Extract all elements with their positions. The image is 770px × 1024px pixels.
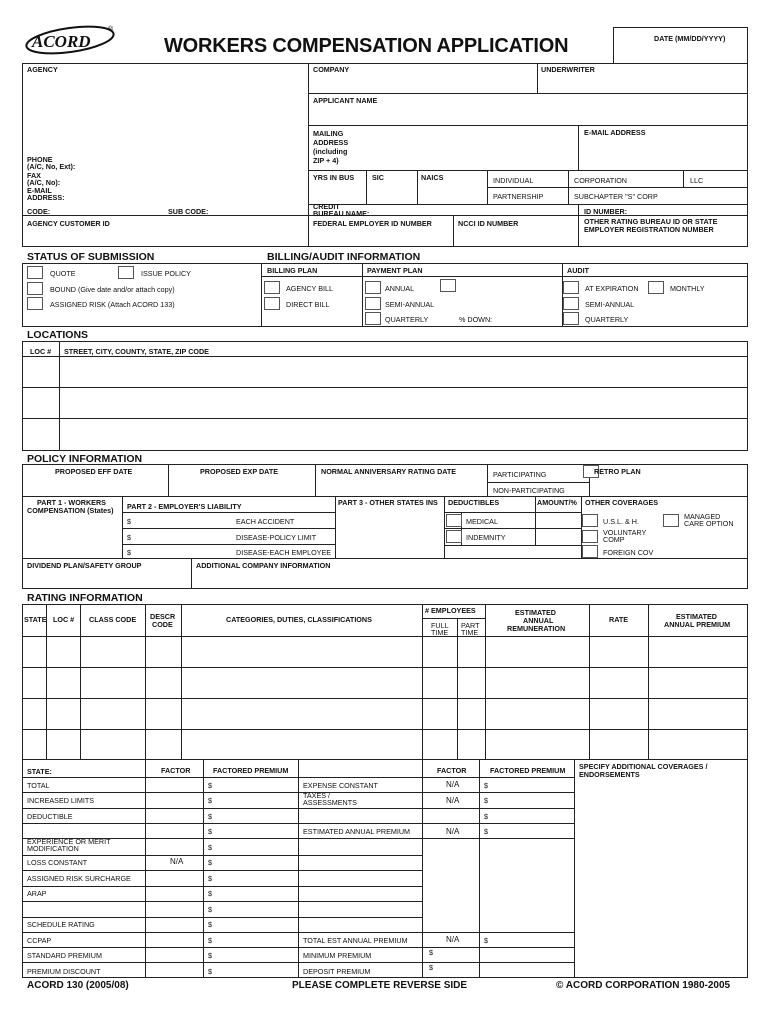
audit-quarterly-checkbox[interactable] xyxy=(563,312,579,325)
email-label: E-MAIL xyxy=(27,186,52,195)
disease-policy-dollar: $ xyxy=(127,533,131,542)
quote-checkbox[interactable] xyxy=(27,266,43,279)
taxes-dollar: $ xyxy=(484,796,488,805)
acord-logo xyxy=(20,22,120,56)
premium-row-ccpap: CCPAP xyxy=(27,936,52,945)
loc-col-header: LOC # xyxy=(30,347,52,356)
other-rating-label-1: OTHER RATING BUREAU ID OR STATE xyxy=(584,217,718,226)
phone-sub-label: (A/C, No, Ext): xyxy=(27,162,76,171)
managed-care-label-1: MANAGED xyxy=(684,512,721,521)
factored-premium-dollar: $ xyxy=(208,951,212,960)
premium-factored2-label: FACTORED PREMIUM xyxy=(490,766,566,775)
sic-label: SIC xyxy=(372,173,384,182)
premium-state-label: STATE: xyxy=(27,767,52,776)
disease-policy-label: DISEASE-POLICY LIMIT xyxy=(236,533,317,542)
status-section-title: STATUS OF SUBMISSION xyxy=(27,251,155,263)
expense-constant-label: EXPENSE CONSTANT xyxy=(303,781,378,790)
phone-label: PHONE xyxy=(27,155,53,164)
footer-copyright: © ACORD CORPORATION 1980-2005 xyxy=(556,980,731,991)
code-label: CODE: xyxy=(27,207,51,216)
bound-label: BOUND (Give date and/or attach copy) xyxy=(50,285,175,294)
estimated-annual-dollar: $ xyxy=(484,827,488,836)
credit-bureau-label-2: BUREAU NAME: xyxy=(313,209,370,218)
factored-premium-dollar: $ xyxy=(208,843,212,852)
corporation-label: CORPORATION xyxy=(574,176,627,185)
loss-constant-factor: N/A xyxy=(170,857,184,866)
premium-row-experience-2: MODIFICATION xyxy=(27,844,79,853)
rating-state-header: STATE xyxy=(24,615,47,624)
premium-row-divider xyxy=(22,792,574,793)
applicant-name-label: APPLICANT NAME xyxy=(313,96,378,105)
other-coverages-label: OTHER COVERAGES xyxy=(585,498,659,507)
payment-extra-checkbox[interactable] xyxy=(440,279,456,292)
minimum-premium-label: MINIMUM PREMIUM xyxy=(303,951,372,960)
audit-semi-annual-checkbox[interactable] xyxy=(563,297,579,310)
at-expiration-label: AT EXPIRATION xyxy=(585,284,639,293)
rating-descr-header-1: DESCR xyxy=(150,612,176,621)
location-row-2-input[interactable] xyxy=(64,393,738,415)
policy-section-title: POLICY INFORMATION xyxy=(27,453,143,465)
premium-row-loss-constant: LOSS CONSTANT xyxy=(27,858,88,867)
premium-row-divider xyxy=(22,917,422,918)
premium-row-deductible: DEDUCTIBLE xyxy=(27,812,73,821)
factored-premium-dollar: $ xyxy=(208,920,212,929)
direct-bill-checkbox[interactable] xyxy=(264,297,280,310)
fax-sub-label: (A/C, No): xyxy=(27,178,61,187)
mailing-address-label-3: (including xyxy=(313,147,348,156)
premium-row-divider xyxy=(22,870,422,871)
quarterly-checkbox[interactable] xyxy=(365,312,381,325)
acord-logo-text: ACORD xyxy=(32,32,91,51)
factored-premium-dollar: $ xyxy=(208,858,212,867)
part1-label-1: PART 1 - WORKERS xyxy=(37,498,106,507)
premium-row-total: TOTAL xyxy=(27,781,50,790)
voluntary-comp-label-1: VOLUNTARY xyxy=(603,528,647,537)
rating-employees-header: # EMPLOYEES xyxy=(425,606,476,615)
dividend-plan-label: DIVIDEND PLAN/SAFETY GROUP xyxy=(27,561,142,570)
rating-part-time-2: TIME xyxy=(461,628,479,637)
factored-premium-dollar: $ xyxy=(208,874,212,883)
semi-annual-label: SEMI-ANNUAL xyxy=(385,300,435,309)
premium-row-divider xyxy=(22,808,574,809)
foreign-cov-checkbox[interactable] xyxy=(582,545,598,558)
agency-label: AGENCY xyxy=(27,65,58,74)
agency-bill-checkbox[interactable] xyxy=(264,281,280,294)
premium-row-divider xyxy=(22,886,422,887)
quote-label: QUOTE xyxy=(50,269,76,278)
llc-label: LLC xyxy=(690,176,704,185)
managed-care-label-2: CARE OPTION xyxy=(684,519,734,528)
rating-remuneration-2: ANNUAL xyxy=(523,616,554,625)
factored-premium-dollar: $ xyxy=(208,827,212,836)
date-input[interactable] xyxy=(620,46,744,62)
mailing-address-label-1: MAILING xyxy=(313,129,344,138)
quarterly-label: QUARTERLY xyxy=(385,315,429,324)
premium-row-divider xyxy=(22,932,574,933)
assigned-risk-label: ASSIGNED RISK (Attach ACORD 133) xyxy=(50,300,175,309)
taxes-label-2: ASSESSMENTS xyxy=(303,798,357,807)
direct-bill-label: DIRECT BILL xyxy=(286,300,330,309)
registered-mark-icon: ® xyxy=(108,26,114,33)
each-accident-dollar: $ xyxy=(127,517,131,526)
rating-full-time-1: FULL xyxy=(431,621,449,630)
factored-premium-dollar: $ xyxy=(208,967,212,976)
total-est-na: N/A xyxy=(446,935,460,944)
taxes-label-1: TAXES / xyxy=(303,791,331,800)
subchapter-label: SUBCHAPTER "S" CORP xyxy=(574,192,658,201)
form-title: WORKERS COMPENSATION APPLICATION xyxy=(164,35,569,57)
premium-row-divider xyxy=(22,855,422,856)
semi-annual-checkbox[interactable] xyxy=(365,297,381,310)
other-rating-label-2: EMPLOYER REGISTRATION NUMBER xyxy=(584,225,714,234)
credit-bureau-label-1: CREDIT xyxy=(313,202,340,211)
billing-section-title: BILLING/AUDIT INFORMATION xyxy=(267,251,421,263)
factored-premium-dollar: $ xyxy=(208,781,212,790)
individual-label: INDIVIDUAL xyxy=(493,176,534,185)
footer-form-id: ACORD 130 (2005/08) xyxy=(27,980,129,991)
non-participating-label: NON-PARTICIPATING xyxy=(493,486,565,495)
rating-premium-2: ANNUAL PREMIUM xyxy=(664,620,731,629)
voluntary-comp-checkbox[interactable] xyxy=(582,530,598,543)
part2-label: PART 2 - EMPLOYER'S LIABILITY xyxy=(127,502,242,511)
rating-remuneration-1: ESTIMATED xyxy=(515,608,556,617)
pct-down-label: % DOWN: xyxy=(459,315,493,324)
agency-bill-label: AGENCY BILL xyxy=(286,284,334,293)
policy-table xyxy=(22,464,748,589)
factored-premium-dollar: $ xyxy=(208,889,212,898)
annual-label: ANNUAL xyxy=(385,284,415,293)
issue-policy-label: ISSUE POLICY xyxy=(141,269,191,278)
taxes-na: N/A xyxy=(446,796,460,805)
id-number-label: ID NUMBER: xyxy=(584,207,628,216)
naics-label: NAICS xyxy=(421,173,444,182)
premium-row-divider xyxy=(22,962,574,963)
location-row-3-input[interactable] xyxy=(64,424,738,446)
total-est-label: TOTAL EST ANNUAL PREMIUM xyxy=(303,936,408,945)
amount-pct-label: AMOUNT/% xyxy=(537,498,577,507)
deductibles-label: DEDUCTIBLES xyxy=(448,498,500,507)
email-sub-label: ADDRESS: xyxy=(27,193,65,202)
bound-checkbox[interactable] xyxy=(27,282,43,295)
footer-reverse-note: PLEASE COMPLETE REVERSE SIDE xyxy=(292,980,468,991)
deposit-premium-dollar: $ xyxy=(429,963,433,972)
expense-constant-na: N/A xyxy=(446,780,460,789)
locations-section-title: LOCATIONS xyxy=(27,329,89,341)
voluntary-comp-label-2: COMP xyxy=(603,535,625,544)
rating-part-time-1: PART xyxy=(461,621,480,630)
rating-rate-header: RATE xyxy=(609,615,629,624)
billing-plan-label: BILLING PLAN xyxy=(267,266,318,275)
rating-categories-header: CATEGORIES, DUTIES, CLASSIFICATIONS xyxy=(226,615,372,624)
yrs-in-bus-label: YRS IN BUS xyxy=(313,173,355,182)
rating-table xyxy=(22,604,748,760)
indemnity-checkbox[interactable] xyxy=(446,530,462,543)
rating-loc-header: LOC # xyxy=(53,615,75,624)
usl-h-label: U.S.L. & H. xyxy=(603,517,639,526)
location-row-1-input[interactable] xyxy=(64,362,738,384)
specify-label-2: ENDORSEMENTS xyxy=(579,770,640,779)
premium-row-divider xyxy=(22,901,422,902)
email-address-label: E-MAIL ADDRESS xyxy=(584,128,646,137)
mailing-address-label-2: ADDRESS xyxy=(313,138,349,147)
minimum-premium-dollar: $ xyxy=(429,948,433,957)
underwriter-label: UNDERWRITER xyxy=(541,65,595,74)
address-col-header: STREET, CITY, COUNTY, STATE, ZIP CODE xyxy=(64,347,209,356)
proposed-exp-label: PROPOSED EXP DATE xyxy=(200,467,279,476)
audit-semi-annual-label: SEMI-ANNUAL xyxy=(585,300,635,309)
specify-label-1: SPECIFY ADDITIONAL COVERAGES / xyxy=(579,762,708,771)
rating-remuneration-3: REMUNERATION xyxy=(507,624,566,633)
deposit-premium-label: DEPOSIT PREMIUM xyxy=(303,967,371,976)
agency-customer-id-label: AGENCY CUSTOMER ID xyxy=(27,219,110,228)
estimated-annual-label: ESTIMATED ANNUAL PREMIUM xyxy=(303,827,411,836)
proposed-eff-label: PROPOSED EFF DATE xyxy=(55,467,133,476)
premium-factor2-label: FACTOR xyxy=(437,766,467,775)
premium-row-arap: ARAP xyxy=(27,889,47,898)
mailing-address-label-4: ZIP + 4) xyxy=(313,156,339,165)
premium-row-assigned-risk: ASSIGNED RISK SURCHARGE xyxy=(27,874,131,883)
partnership-label: PARTNERSHIP xyxy=(493,192,544,201)
premium-row-experience-1: EXPERIENCE OR MERIT xyxy=(27,837,111,846)
estimated-annual-na: N/A xyxy=(446,827,460,836)
sub-code-label: SUB CODE: xyxy=(168,207,209,216)
managed-care-checkbox[interactable] xyxy=(663,514,679,527)
premium-factored-label: FACTORED PREMIUM xyxy=(213,766,289,775)
rating-section-title: RATING INFORMATION xyxy=(27,592,143,604)
rating-premium-1: ESTIMATED xyxy=(676,612,717,621)
annual-checkbox[interactable] xyxy=(365,281,381,294)
premium-factor-label: FACTOR xyxy=(161,766,191,775)
total-est-dollar: $ xyxy=(484,936,488,945)
additional-company-label: ADDITIONAL COMPANY INFORMATION xyxy=(196,561,331,570)
usl-h-checkbox[interactable] xyxy=(582,514,598,527)
part1-label-2: COMPENSATION (States) xyxy=(27,506,114,515)
retro-plan-label: RETRO PLAN xyxy=(594,467,641,476)
assigned-risk-checkbox[interactable] xyxy=(27,297,43,310)
indemnity-label: INDEMNITY xyxy=(466,533,506,542)
factored-premium-dollar: $ xyxy=(208,905,212,914)
rating-class-code-header: CLASS CODE xyxy=(89,615,137,624)
rating-full-time-2: TIME xyxy=(431,628,449,637)
monthly-checkbox[interactable] xyxy=(648,281,664,294)
disease-employee-label: DISEASE-EACH EMPLOYEE xyxy=(236,548,332,557)
disease-employee-dollar: $ xyxy=(127,548,131,557)
medical-checkbox[interactable] xyxy=(446,514,462,527)
premium-row-divider xyxy=(22,823,574,824)
audit-label: AUDIT xyxy=(567,266,589,275)
payment-plan-label: PAYMENT PLAN xyxy=(367,266,423,275)
fein-label: FEDERAL EMPLOYER ID NUMBER xyxy=(313,219,432,228)
each-accident-label: EACH ACCIDENT xyxy=(236,517,295,526)
date-label: DATE (MM/DD/YYYY) xyxy=(654,34,726,43)
foreign-cov-label: FOREIGN COV xyxy=(603,548,654,557)
monthly-label: MONTHLY xyxy=(670,284,705,293)
participating-label: PARTICIPATING xyxy=(493,470,547,479)
factored-premium-dollar: $ xyxy=(208,796,212,805)
company-label: COMPANY xyxy=(313,65,350,74)
audit-quarterly-label: QUARTERLY xyxy=(585,315,629,324)
part3-label: PART 3 - OTHER STATES INS xyxy=(338,498,438,507)
premium-row-standard: STANDARD PREMIUM xyxy=(27,951,102,960)
premium-row-divider xyxy=(22,947,574,948)
at-expiration-checkbox[interactable] xyxy=(563,281,579,294)
expense-constant-dollar: $ xyxy=(484,781,488,790)
premium-row-increased: INCREASED LIMITS xyxy=(27,796,95,805)
issue-policy-checkbox[interactable] xyxy=(118,266,134,279)
rating-descr-header-2: CODE xyxy=(152,620,173,629)
factored-premium-dollar: $ xyxy=(208,936,212,945)
medical-label: MEDICAL xyxy=(466,517,498,526)
premium-row-schedule: SCHEDULE RATING xyxy=(27,920,95,929)
premium-row-discount: PREMIUM DISCOUNT xyxy=(27,967,101,976)
factored-premium-dollar: $ xyxy=(208,812,212,821)
fax-label: FAX xyxy=(27,171,41,180)
ncci-label: NCCI ID NUMBER xyxy=(458,219,519,228)
blank-row-dollar: $ xyxy=(484,812,488,821)
anniversary-label: NORMAL ANNIVERSARY RATING DATE xyxy=(321,467,457,476)
